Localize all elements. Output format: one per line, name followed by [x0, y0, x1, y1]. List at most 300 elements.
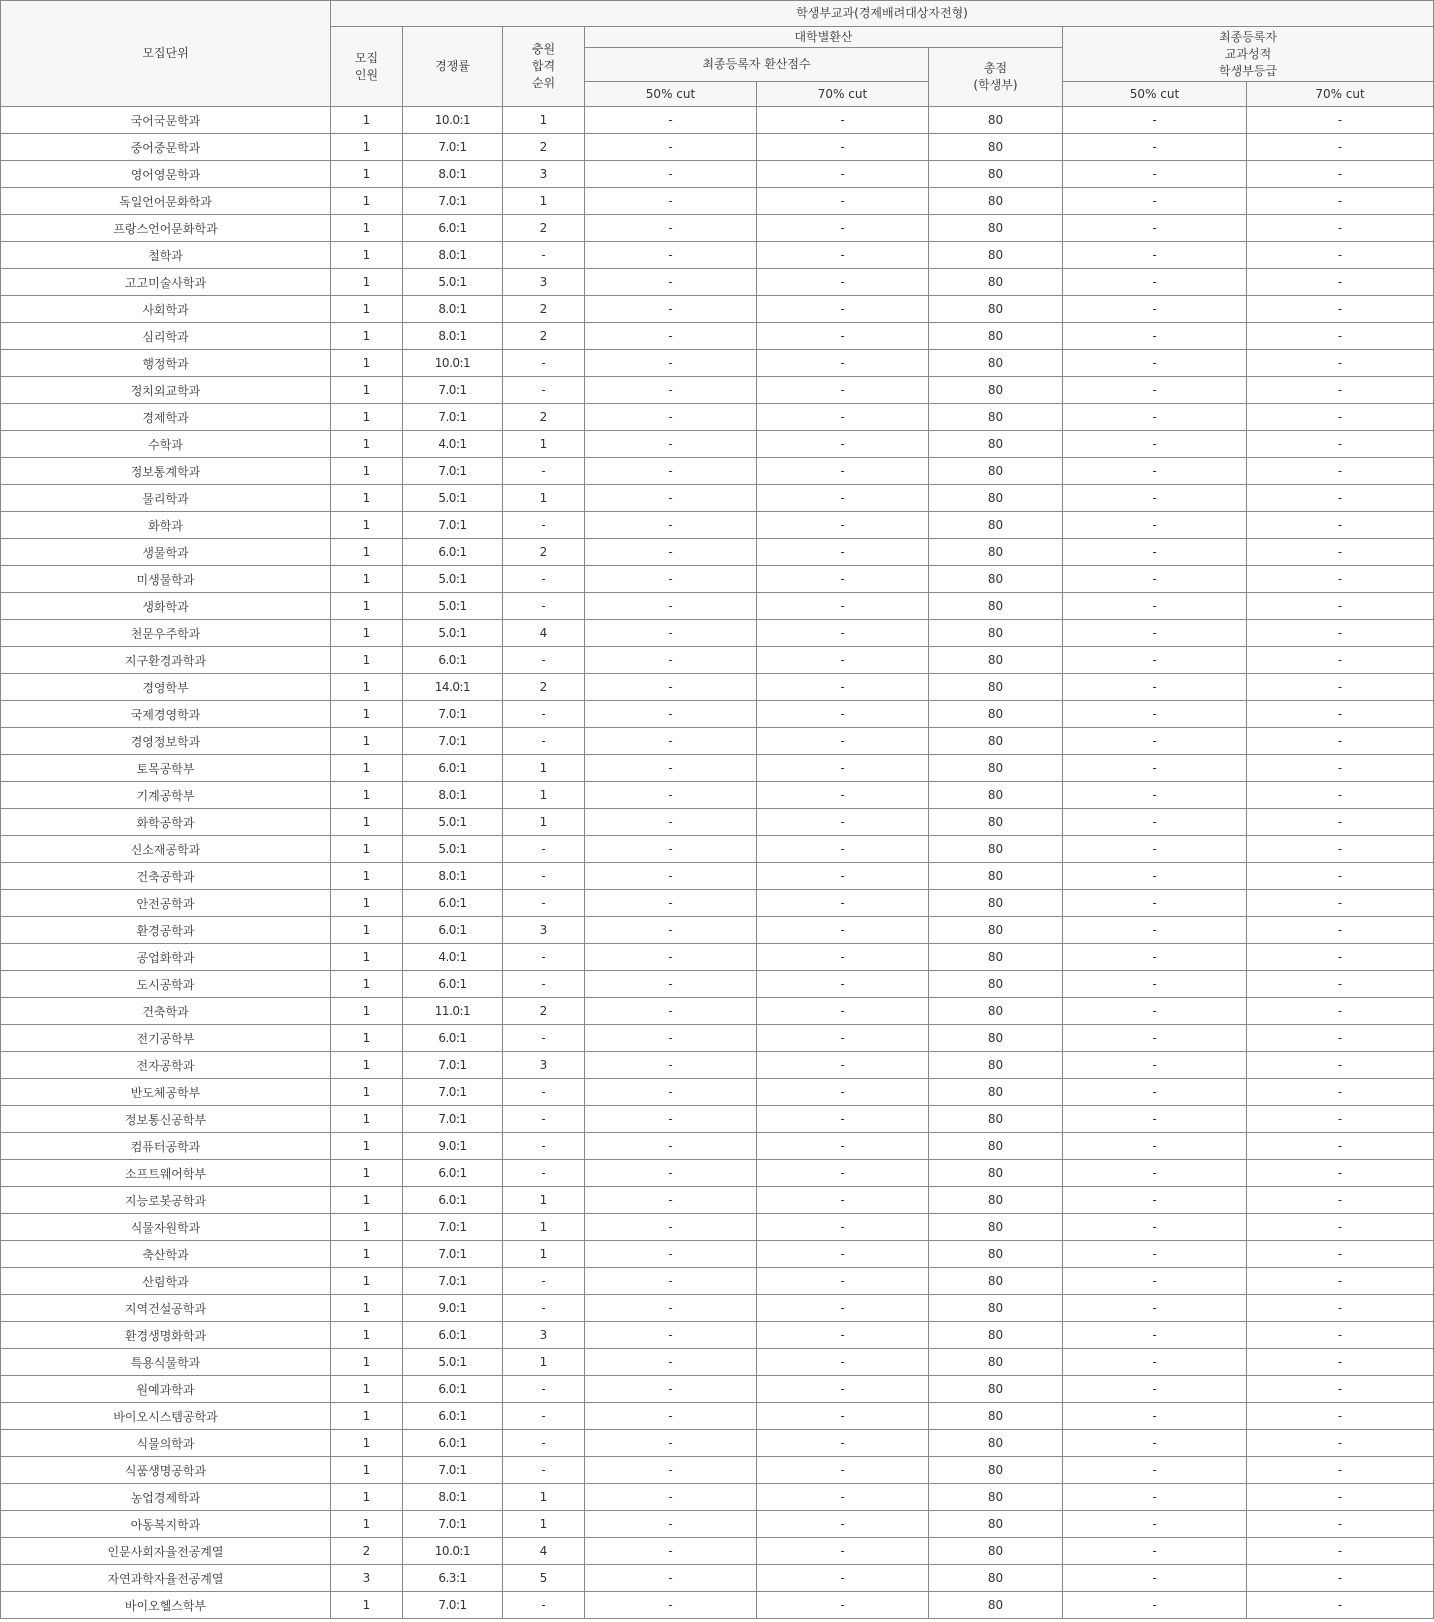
rate-cell: 5.0:1 [403, 1349, 503, 1376]
rate-cell: 6.0:1 [403, 647, 503, 674]
score-cut50-cell: - [585, 1160, 757, 1187]
quota-cell: 1 [331, 566, 403, 593]
rank-cell: - [503, 1403, 585, 1430]
quota-cell: 3 [331, 1565, 403, 1592]
grade-cut70-cell: - [1247, 1187, 1434, 1214]
rank-cell: - [503, 944, 585, 971]
quota-cell: 1 [331, 1268, 403, 1295]
grade-cut70-cell: - [1247, 1214, 1434, 1241]
grade-cut50-cell: - [1063, 458, 1247, 485]
rate-cell: 7.0:1 [403, 701, 503, 728]
rate-cell: 6.3:1 [403, 1565, 503, 1592]
rank-cell: 1 [503, 1511, 585, 1538]
unit-cell: 국제경영학과 [1, 701, 331, 728]
rank-cell: - [503, 242, 585, 269]
score-cut70-cell: - [757, 215, 929, 242]
score-cut70-cell: - [757, 1322, 929, 1349]
rank-cell: 2 [503, 539, 585, 566]
total-cell: 80 [929, 188, 1063, 215]
grade-cut50-cell: - [1063, 188, 1247, 215]
quota-cell: 2 [331, 1538, 403, 1565]
rate-cell: 6.0:1 [403, 1403, 503, 1430]
grade-cut70-cell: - [1247, 215, 1434, 242]
table-row [1, 917, 1434, 944]
grade-cut70-cell: - [1247, 1484, 1434, 1511]
unit-cell: 바이오시스템공학과 [1, 1403, 331, 1430]
unit-cell: 인문사회자율전공계열 [1, 1538, 331, 1565]
total-cell: 80 [929, 1457, 1063, 1484]
total-cell: 80 [929, 458, 1063, 485]
quota-cell: 1 [331, 485, 403, 512]
score-cut70-cell: - [757, 1079, 929, 1106]
grade-cut70-cell: - [1247, 647, 1434, 674]
rate-cell: 7.0:1 [403, 377, 503, 404]
grade-cut70-cell: - [1247, 566, 1434, 593]
score-cut50-cell: - [585, 458, 757, 485]
score-cut50-cell: - [585, 188, 757, 215]
rate-cell: 7.0:1 [403, 728, 503, 755]
grade-cut70-cell: - [1247, 107, 1434, 134]
table-row [1, 998, 1434, 1025]
total-cell: 80 [929, 1511, 1063, 1538]
rate-cell: 6.0:1 [403, 890, 503, 917]
quota-cell: 1 [331, 377, 403, 404]
table-row [1, 1457, 1434, 1484]
rate-cell: 5.0:1 [403, 809, 503, 836]
table-row [1, 1268, 1434, 1295]
quota-cell: 1 [331, 1106, 403, 1133]
grade-cut50-cell: - [1063, 1403, 1247, 1430]
grade-cut50-cell: - [1063, 728, 1247, 755]
table-row [1, 1025, 1434, 1052]
rate-cell: 7.0:1 [403, 458, 503, 485]
score-cut50-cell: - [585, 1052, 757, 1079]
score-cut50-cell: - [585, 1349, 757, 1376]
score-cut70-cell: - [757, 593, 929, 620]
unit-cell: 국어국문학과 [1, 107, 331, 134]
rank-cell: - [503, 350, 585, 377]
quota-cell: 1 [331, 323, 403, 350]
total-cell: 80 [929, 809, 1063, 836]
table-row [1, 593, 1434, 620]
rate-cell: 7.0:1 [403, 188, 503, 215]
total-cell: 80 [929, 404, 1063, 431]
quota-cell: 1 [331, 350, 403, 377]
grade-cut50-cell: - [1063, 1592, 1247, 1619]
score-cut70-cell: - [757, 674, 929, 701]
grade-cut70-cell: - [1247, 1430, 1434, 1457]
grade-cut70-cell: - [1247, 728, 1434, 755]
score-cut50-cell: - [585, 404, 757, 431]
table-row [1, 539, 1434, 566]
score-cut50-cell: - [585, 1214, 757, 1241]
quota-cell: 1 [331, 620, 403, 647]
table-row [1, 620, 1434, 647]
unit-cell: 바이오헬스학부 [1, 1592, 331, 1619]
total-cell: 80 [929, 1025, 1063, 1052]
score-cut50-cell: - [585, 1484, 757, 1511]
score-cut50-cell: - [585, 134, 757, 161]
score-cut50-cell: - [585, 215, 757, 242]
score-cut50-cell: - [585, 1538, 757, 1565]
rank-cell: 1 [503, 1187, 585, 1214]
table-row [1, 1133, 1434, 1160]
score-cut50-cell: - [585, 620, 757, 647]
total-cell: 80 [929, 1268, 1063, 1295]
unit-cell: 화학공학과 [1, 809, 331, 836]
rank-cell: - [503, 566, 585, 593]
grade-cut70-cell: - [1247, 1052, 1434, 1079]
grade-cut50-cell: - [1063, 1565, 1247, 1592]
rank-cell: - [503, 701, 585, 728]
rate-cell: 7.0:1 [403, 134, 503, 161]
quota-cell: 1 [331, 1214, 403, 1241]
rate-cell: 8.0:1 [403, 161, 503, 188]
score-cut70-cell: - [757, 566, 929, 593]
quota-cell: 1 [331, 242, 403, 269]
score-cut50-cell: - [585, 1430, 757, 1457]
table-row [1, 431, 1434, 458]
rank-cell: 1 [503, 1214, 585, 1241]
score-cut50-cell: - [585, 512, 757, 539]
grade-cut50-cell: - [1063, 755, 1247, 782]
score-cut50-cell: - [585, 755, 757, 782]
score-cut70-cell: - [757, 404, 929, 431]
table-row [1, 485, 1434, 512]
unit-cell: 컴퓨터공학과 [1, 1133, 331, 1160]
table-row [1, 782, 1434, 809]
quota-cell: 1 [331, 431, 403, 458]
rate-cell: 10.0:1 [403, 1538, 503, 1565]
rate-cell: 4.0:1 [403, 431, 503, 458]
grade-cut50-cell: - [1063, 1214, 1247, 1241]
total-cell: 80 [929, 1376, 1063, 1403]
score-cut50-cell: - [585, 323, 757, 350]
quota-cell: 1 [331, 1322, 403, 1349]
grade-cut70-cell: - [1247, 1295, 1434, 1322]
rank-cell: 2 [503, 323, 585, 350]
grade-cut70-cell: - [1247, 620, 1434, 647]
grade-cut50-cell: - [1063, 890, 1247, 917]
score-cut50-cell: - [585, 674, 757, 701]
score-cut70-cell: - [757, 539, 929, 566]
grade-cut50-cell: - [1063, 863, 1247, 890]
header-final-score: 최종등록자 환산점수 [585, 48, 929, 82]
grade-cut50-cell: - [1063, 431, 1247, 458]
rank-cell: 1 [503, 809, 585, 836]
quota-cell: 1 [331, 134, 403, 161]
quota-cell: 1 [331, 1349, 403, 1376]
unit-cell: 건축공학과 [1, 863, 331, 890]
grade-cut50-cell: - [1063, 350, 1247, 377]
grade-cut50-cell: - [1063, 566, 1247, 593]
grade-cut70-cell: - [1247, 323, 1434, 350]
rate-cell: 6.0:1 [403, 1430, 503, 1457]
rank-cell: - [503, 1268, 585, 1295]
grade-cut70-cell: - [1247, 377, 1434, 404]
quota-cell: 1 [331, 1430, 403, 1457]
total-cell: 80 [929, 1187, 1063, 1214]
grade-cut70-cell: - [1247, 809, 1434, 836]
table-row [1, 1106, 1434, 1133]
score-cut70-cell: - [757, 836, 929, 863]
rate-cell: 5.0:1 [403, 620, 503, 647]
grade-cut70-cell: - [1247, 1538, 1434, 1565]
grade-cut70-cell: - [1247, 1592, 1434, 1619]
grade-cut70-cell: - [1247, 1160, 1434, 1187]
total-cell: 80 [929, 431, 1063, 458]
table-row [1, 215, 1434, 242]
unit-cell: 공업화학과 [1, 944, 331, 971]
total-cell: 80 [929, 539, 1063, 566]
quota-cell: 1 [331, 1160, 403, 1187]
rate-cell: 7.0:1 [403, 1214, 503, 1241]
quota-cell: 1 [331, 809, 403, 836]
score-cut70-cell: - [757, 1160, 929, 1187]
rate-cell: 7.0:1 [403, 1268, 503, 1295]
rate-cell: 5.0:1 [403, 269, 503, 296]
header-unit: 모집단위 [1, 1, 331, 107]
rate-cell: 7.0:1 [403, 1511, 503, 1538]
table-row [1, 1511, 1434, 1538]
total-cell: 80 [929, 377, 1063, 404]
grade-cut50-cell: - [1063, 1187, 1247, 1214]
score-cut70-cell: - [757, 134, 929, 161]
quota-cell: 1 [331, 1052, 403, 1079]
quota-cell: 1 [331, 215, 403, 242]
grade-cut50-cell: - [1063, 1241, 1247, 1268]
total-cell: 80 [929, 863, 1063, 890]
rank-cell: 2 [503, 404, 585, 431]
quota-cell: 1 [331, 1376, 403, 1403]
header-rank: 충원 합격 순위 [503, 27, 585, 107]
rank-cell: 1 [503, 1484, 585, 1511]
total-cell: 80 [929, 1322, 1063, 1349]
quota-cell: 1 [331, 107, 403, 134]
table-row [1, 323, 1434, 350]
quota-cell: 1 [331, 512, 403, 539]
score-cut70-cell: - [757, 107, 929, 134]
score-cut50-cell: - [585, 1241, 757, 1268]
score-cut70-cell: - [757, 1214, 929, 1241]
header-score-cut50: 50% cut [585, 82, 757, 107]
grade-cut50-cell: - [1063, 134, 1247, 161]
grade-cut50-cell: - [1063, 620, 1247, 647]
table-row [1, 377, 1434, 404]
total-cell: 80 [929, 701, 1063, 728]
score-cut70-cell: - [757, 269, 929, 296]
score-cut70-cell: - [757, 971, 929, 998]
score-cut50-cell: - [585, 1079, 757, 1106]
score-cut70-cell: - [757, 998, 929, 1025]
table-row [1, 674, 1434, 701]
rate-cell: 4.0:1 [403, 944, 503, 971]
rate-cell: 5.0:1 [403, 836, 503, 863]
table-row [1, 944, 1434, 971]
rank-cell: 2 [503, 296, 585, 323]
unit-cell: 지역건설공학과 [1, 1295, 331, 1322]
table-row [1, 350, 1434, 377]
table-row [1, 296, 1434, 323]
quota-cell: 1 [331, 701, 403, 728]
table-row [1, 1241, 1434, 1268]
table-row [1, 1376, 1434, 1403]
total-cell: 80 [929, 1241, 1063, 1268]
score-cut50-cell: - [585, 539, 757, 566]
table-row [1, 647, 1434, 674]
rank-cell: 1 [503, 755, 585, 782]
score-cut50-cell: - [585, 1133, 757, 1160]
grade-cut50-cell: - [1063, 269, 1247, 296]
quota-cell: 1 [331, 971, 403, 998]
grade-cut70-cell: - [1247, 782, 1434, 809]
score-cut50-cell: - [585, 296, 757, 323]
table-row [1, 1430, 1434, 1457]
quota-cell: 1 [331, 917, 403, 944]
total-cell: 80 [929, 1538, 1063, 1565]
unit-cell: 지구환경과학과 [1, 647, 331, 674]
total-cell: 80 [929, 1484, 1063, 1511]
grade-cut70-cell: - [1247, 1241, 1434, 1268]
rank-cell: 1 [503, 431, 585, 458]
rate-cell: 7.0:1 [403, 1241, 503, 1268]
quota-cell: 1 [331, 728, 403, 755]
quota-cell: 1 [331, 296, 403, 323]
unit-cell: 신소재공학과 [1, 836, 331, 863]
grade-cut70-cell: - [1247, 161, 1434, 188]
rate-cell: 11.0:1 [403, 998, 503, 1025]
unit-cell: 독일언어문화학과 [1, 188, 331, 215]
unit-cell: 환경공학과 [1, 917, 331, 944]
grade-cut50-cell: - [1063, 1025, 1247, 1052]
unit-cell: 사회학과 [1, 296, 331, 323]
rank-cell: 1 [503, 1349, 585, 1376]
rank-cell: - [503, 728, 585, 755]
grade-cut70-cell: - [1247, 188, 1434, 215]
rank-cell: 2 [503, 674, 585, 701]
total-cell: 80 [929, 1214, 1063, 1241]
unit-cell: 식물자원학과 [1, 1214, 331, 1241]
score-cut70-cell: - [757, 701, 929, 728]
header-total: 총점 (학생부) [929, 48, 1063, 107]
quota-cell: 1 [331, 1079, 403, 1106]
grade-cut70-cell: - [1247, 242, 1434, 269]
rank-cell: - [503, 593, 585, 620]
rate-cell: 7.0:1 [403, 1592, 503, 1619]
grade-cut50-cell: - [1063, 485, 1247, 512]
score-cut50-cell: - [585, 431, 757, 458]
score-cut50-cell: - [585, 1403, 757, 1430]
grade-cut50-cell: - [1063, 917, 1247, 944]
total-cell: 80 [929, 1349, 1063, 1376]
score-cut50-cell: - [585, 647, 757, 674]
unit-cell: 경영학부 [1, 674, 331, 701]
quota-cell: 1 [331, 1241, 403, 1268]
rate-cell: 6.0:1 [403, 755, 503, 782]
unit-cell: 아동복지학과 [1, 1511, 331, 1538]
grade-cut50-cell: - [1063, 647, 1247, 674]
quota-cell: 1 [331, 1457, 403, 1484]
rank-cell: - [503, 971, 585, 998]
grade-cut50-cell: - [1063, 944, 1247, 971]
grade-cut50-cell: - [1063, 1295, 1247, 1322]
grade-cut70-cell: - [1247, 944, 1434, 971]
quota-cell: 1 [331, 1295, 403, 1322]
score-cut70-cell: - [757, 512, 929, 539]
unit-cell: 프랑스언어문화학과 [1, 215, 331, 242]
rank-cell: 2 [503, 134, 585, 161]
quota-cell: 1 [331, 782, 403, 809]
table-row [1, 566, 1434, 593]
score-cut70-cell: - [757, 1457, 929, 1484]
quota-cell: 1 [331, 593, 403, 620]
total-cell: 80 [929, 1106, 1063, 1133]
rate-cell: 5.0:1 [403, 566, 503, 593]
total-cell: 80 [929, 917, 1063, 944]
score-cut70-cell: - [757, 1511, 929, 1538]
score-cut50-cell: - [585, 593, 757, 620]
table-row [1, 1187, 1434, 1214]
header-grade: 최종등록자 교과성적 학생부등급 [1063, 27, 1434, 82]
table-body [1, 107, 1434, 1619]
rate-cell: 8.0:1 [403, 323, 503, 350]
total-cell: 80 [929, 728, 1063, 755]
unit-cell: 자연과학자율전공계열 [1, 1565, 331, 1592]
total-cell: 80 [929, 890, 1063, 917]
rank-cell: - [503, 1376, 585, 1403]
rate-cell: 6.0:1 [403, 971, 503, 998]
score-cut70-cell: - [757, 782, 929, 809]
score-cut70-cell: - [757, 1268, 929, 1295]
rate-cell: 9.0:1 [403, 1133, 503, 1160]
rank-cell: - [503, 1457, 585, 1484]
total-cell: 80 [929, 971, 1063, 998]
rate-cell: 7.0:1 [403, 1052, 503, 1079]
grade-cut50-cell: - [1063, 782, 1247, 809]
table-row [1, 701, 1434, 728]
score-cut70-cell: - [757, 1403, 929, 1430]
score-cut70-cell: - [757, 917, 929, 944]
unit-cell: 화학과 [1, 512, 331, 539]
grade-cut50-cell: - [1063, 377, 1247, 404]
grade-cut70-cell: - [1247, 971, 1434, 998]
grade-cut70-cell: - [1247, 458, 1434, 485]
score-cut50-cell: - [585, 809, 757, 836]
rank-cell: 1 [503, 188, 585, 215]
grade-cut50-cell: - [1063, 1430, 1247, 1457]
table-row [1, 809, 1434, 836]
score-cut50-cell: - [585, 242, 757, 269]
total-cell: 80 [929, 269, 1063, 296]
score-cut70-cell: - [757, 1592, 929, 1619]
quota-cell: 1 [331, 890, 403, 917]
table-row [1, 134, 1434, 161]
unit-cell: 행정학과 [1, 350, 331, 377]
grade-cut50-cell: - [1063, 404, 1247, 431]
rate-cell: 8.0:1 [403, 782, 503, 809]
table-row [1, 890, 1434, 917]
table-row [1, 1403, 1434, 1430]
quota-cell: 1 [331, 458, 403, 485]
total-cell: 80 [929, 161, 1063, 188]
score-cut70-cell: - [757, 1538, 929, 1565]
total-cell: 80 [929, 1565, 1063, 1592]
quota-cell: 1 [331, 269, 403, 296]
quota-cell: 1 [331, 539, 403, 566]
grade-cut50-cell: - [1063, 971, 1247, 998]
unit-cell: 반도체공학부 [1, 1079, 331, 1106]
score-cut50-cell: - [585, 998, 757, 1025]
